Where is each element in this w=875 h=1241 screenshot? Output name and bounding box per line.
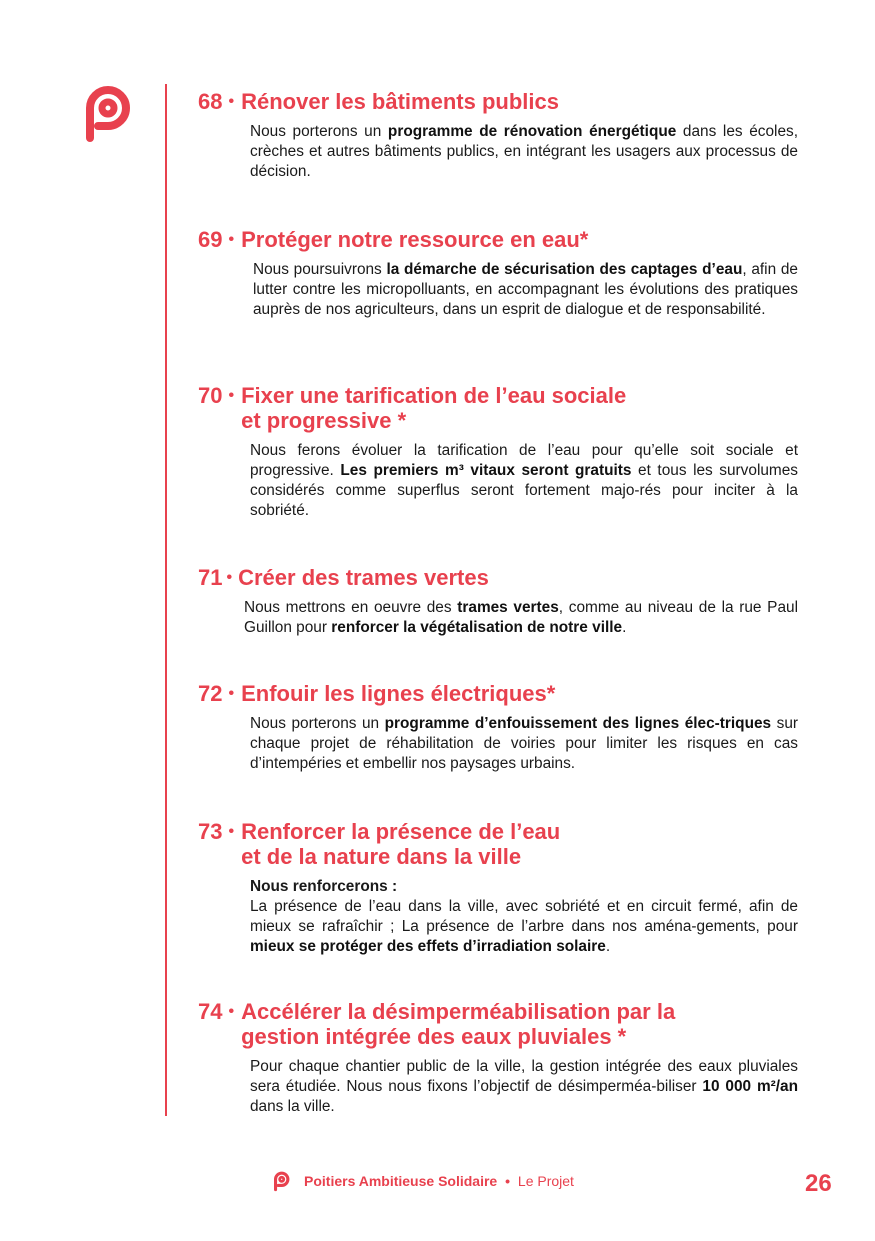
measure-number: 72 <box>198 681 223 706</box>
footer-text <box>304 1173 574 1189</box>
measure-body-text: . <box>605 938 611 955</box>
measure-69 <box>198 227 798 320</box>
measure-title: et progressive * <box>241 408 407 433</box>
measure-body <box>244 598 798 638</box>
measure-74 <box>198 999 798 1117</box>
measure-70 <box>198 383 798 521</box>
measure-body-emphasis: programme de rénovation énergétique <box>387 123 677 140</box>
measure-heading: 74 • Accélérer la désimperméabilisation par la gestion intégrée des eaux pluviales * <box>198 999 676 1049</box>
footer-separator: • <box>505 1173 511 1189</box>
measure-body-text: Nous porterons un <box>250 123 388 140</box>
measure-heading: 71 • Créer des trames vertes <box>198 565 489 590</box>
measure-heading: 68 • Rénover les bâtiments publics <box>198 89 559 114</box>
measure-body-emphasis: mieux se protéger des effets d’irradiation solaire <box>250 938 606 955</box>
measure-body-emphasis: Les premiers m³ vitaux seront gratuits <box>340 462 632 479</box>
measure-72 <box>198 681 798 774</box>
page-footer <box>268 1168 848 1198</box>
measure-title: Renforcer la présence de l’eau <box>241 819 561 844</box>
measure-71 <box>198 565 798 638</box>
measure-body-text: La présence de l’eau dans la ville, avec sobriété et en circuit fermé, afin de mieux se rafraîchir ; La présence de l’arbre dans nos aména-gements, pour <box>250 898 798 935</box>
measure-heading: 72 • Enfouir les lignes électriques* <box>198 681 556 706</box>
measure-title: Protéger notre ressource en eau* <box>241 227 589 252</box>
measure-body <box>253 260 798 320</box>
measure-number: 70 <box>198 383 223 408</box>
measure-body-text: Nous poursuivrons <box>253 261 387 278</box>
measure-heading: 69 • Protéger notre ressource en eau* <box>198 227 589 252</box>
measure-title: Fixer une tarification de l’eau sociale <box>241 383 627 408</box>
measure-body-emphasis: la démarche de sécurisation des captages d’eau <box>386 261 743 278</box>
measure-body-emphasis: 10 000 m²/an <box>702 1078 798 1095</box>
measure-title: Enfouir les lignes électriques* <box>241 681 556 706</box>
footer-subtitle: Le Projet <box>517 1173 574 1189</box>
measure-number: 74 <box>198 999 223 1024</box>
measure-title: Créer des trames vertes <box>238 565 489 590</box>
footer-title: Poitiers Ambitieuse Solidaire <box>304 1173 498 1189</box>
measure-body-text: . <box>622 619 627 636</box>
measure-body <box>250 877 798 957</box>
measure-body-text: , afin de lutter contre les micropolluants, en accompagnant les évolutions des pratiques auprès de nos agriculteurs, dans un esprit de dialogue et de responsabilité. <box>253 261 798 318</box>
measure-title: gestion intégrée des eaux pluviales * <box>241 1024 627 1049</box>
measure-body-text: dans la ville. <box>250 1098 335 1115</box>
measure-body-text: , comme au niveau de la rue Paul Guillon pour <box>244 599 798 636</box>
measure-heading: 70 • Fixer une tarification de l’eau sociale et progressive * <box>198 383 627 433</box>
measure-heading: 73 • Renforcer la présence de l’eau et de la nature dans la ville <box>198 819 561 869</box>
measure-body-text: et tous les survolumes considérés comme superflus seront fortement majo-rés pour inciter à la sobriété. <box>250 462 798 519</box>
page-number: 26 <box>805 1170 832 1197</box>
measure-73 <box>198 819 798 957</box>
measure-68 <box>198 89 798 182</box>
measure-body-text: Pour chaque chantier public de la ville, la gestion intégrée des eaux pluviales sera étudiée. Nous nous fixons l’objectif de désimperméa-biliser <box>250 1058 798 1095</box>
measure-body <box>250 441 798 521</box>
party-logo-icon <box>68 82 138 144</box>
measure-body-text: sur chaque projet de réhabilitation de voiries pour limiter les risques en cas d’intempéries et embellir nos paysages urbains. <box>250 715 798 772</box>
measure-body-emphasis: renforcer la végétalisation de notre ville <box>331 619 623 636</box>
measure-title: Rénover les bâtiments publics <box>241 89 559 114</box>
measure-body-text: dans les écoles, crèches et autres bâtiments publics, en intégrant les usagers aux processus de décision. <box>250 123 798 180</box>
measure-title: et de la nature dans la ville <box>241 844 522 869</box>
measure-body <box>250 1057 798 1117</box>
measure-number: 73 <box>198 819 223 844</box>
measure-body-text: Nous mettrons en oeuvre des <box>244 599 458 616</box>
measure-number: 71 <box>198 565 223 590</box>
measure-body <box>250 714 798 774</box>
measure-body-text: Nous porterons un <box>250 715 385 732</box>
measure-number: 68 <box>198 89 223 114</box>
margin-rule <box>165 84 167 1116</box>
measure-number: 69 <box>198 227 223 252</box>
footer-logo-icon <box>268 1170 292 1192</box>
measure-lead: Nous renforcerons : <box>250 878 398 895</box>
measure-title: Accélérer la désimperméabilisation par la <box>241 999 676 1024</box>
measure-body-emphasis: programme d’enfouissement des lignes élec-triques <box>384 715 772 732</box>
measure-body <box>250 122 798 182</box>
measure-body-text: Nous ferons évoluer la tarification de l’eau pour qu’elle soit sociale et progressive. <box>250 442 798 479</box>
measure-body-emphasis: trames vertes <box>457 599 559 616</box>
